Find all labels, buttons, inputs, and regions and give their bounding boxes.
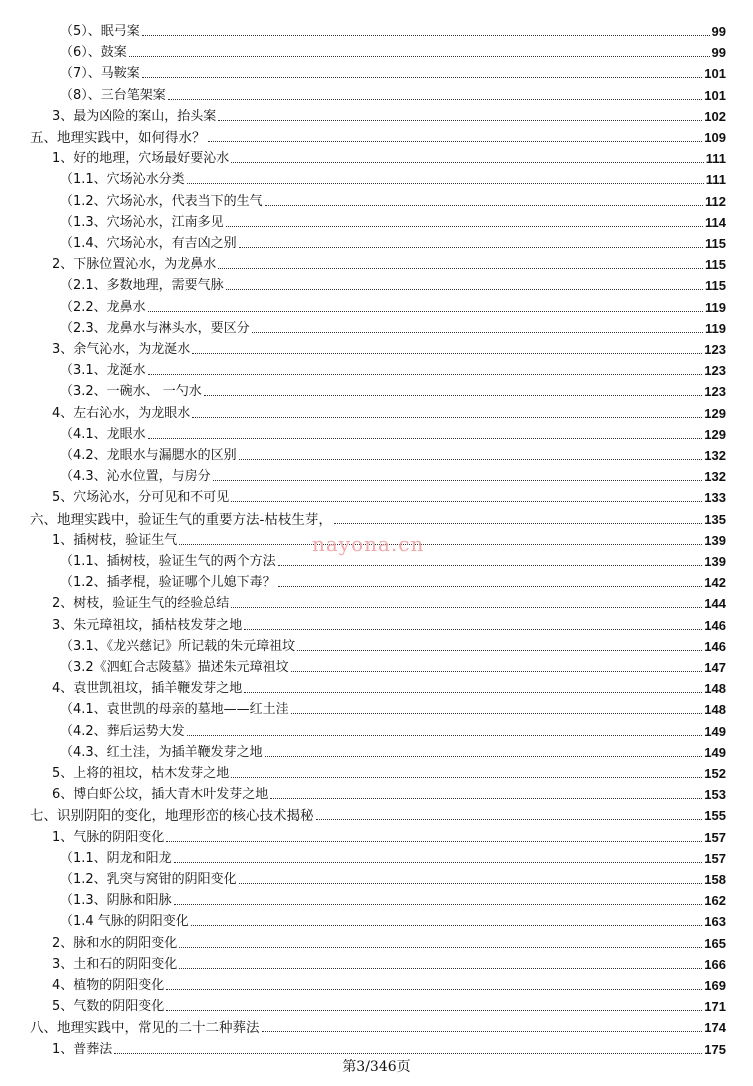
dot-leader xyxy=(291,713,703,714)
toc-page-number: 153 xyxy=(704,787,726,802)
toc-entry-title: 八、地理实践中，常见的二十二种葬法 xyxy=(30,1020,260,1036)
toc-page-number: 169 xyxy=(704,978,726,993)
toc-entry-title: （4.2、葬后运势大发 xyxy=(60,724,185,739)
toc-entry-title: 5、上将的祖坟，枯木发芽之地 xyxy=(52,766,230,781)
toc-page-number: 148 xyxy=(704,702,726,717)
toc-entry[interactable] xyxy=(60,698,726,718)
dot-leader xyxy=(148,374,703,375)
dot-leader xyxy=(265,205,703,206)
toc-entry[interactable] xyxy=(60,274,726,294)
dot-leader xyxy=(262,1031,703,1032)
toc-entry-title: 5、穴场沁水，分可见和不可见 xyxy=(52,490,230,505)
toc-page-number: 99 xyxy=(711,24,726,39)
toc-page-number: 119 xyxy=(705,300,726,315)
toc-entry[interactable] xyxy=(60,720,726,740)
toc-entry[interactable] xyxy=(60,741,726,761)
toc-entry-title: 6、博白虾公坟，插大青木叶发芽之地 xyxy=(52,787,269,802)
toc-page-number: 99 xyxy=(711,45,726,60)
toc-entry[interactable] xyxy=(60,656,726,676)
toc-entry-title: （1.2、穴场沁水，代表当下的生气 xyxy=(60,194,263,209)
toc-page-number: 101 xyxy=(704,88,726,103)
toc-entry-title: （3.2、一碗水、 一勺水 xyxy=(60,384,202,399)
toc-entry-title: （1.1、阴龙和阳龙 xyxy=(60,851,172,866)
toc-entry-title: （8）、三台笔架案 xyxy=(60,88,166,103)
dot-leader xyxy=(239,247,703,248)
toc-page-number: 171 xyxy=(704,999,726,1014)
dot-leader xyxy=(187,735,703,736)
toc-entry[interactable] xyxy=(60,62,726,82)
toc-entry[interactable] xyxy=(60,444,726,464)
toc-page-number: 149 xyxy=(704,745,726,760)
toc-entry-title: 4、左右沁水，为龙眼水 xyxy=(52,406,191,421)
toc-entry[interactable] xyxy=(60,635,726,655)
toc-page-number: 146 xyxy=(704,639,726,654)
toc-entry[interactable] xyxy=(60,317,726,337)
toc-page-number: 115 xyxy=(705,257,726,272)
toc-entry-title: （5）、眠弓案 xyxy=(60,24,140,39)
toc-entry-title: 五、地理实践中，如何得水？ xyxy=(30,130,206,146)
toc-page-number: 152 xyxy=(704,766,726,781)
dot-leader xyxy=(231,607,702,608)
dot-leader xyxy=(239,459,703,460)
toc-entry[interactable] xyxy=(52,995,726,1015)
toc-entry-title: （1.4、穴场沁水，有吉凶之别 xyxy=(60,236,237,251)
dot-leader xyxy=(174,862,703,863)
toc-entry-title: （3.1、《龙兴慈记》所记载的朱元璋祖坟 xyxy=(60,639,296,654)
toc-page-number: 175 xyxy=(704,1042,726,1057)
dot-leader xyxy=(192,353,702,354)
toc-page-number: 165 xyxy=(704,936,726,951)
toc-entry[interactable] xyxy=(52,677,726,697)
dot-leader xyxy=(166,841,702,842)
dot-leader xyxy=(297,650,702,651)
page-footer: 第3/346页 xyxy=(342,1059,411,1075)
toc-entry-title: （3.1、龙涎水 xyxy=(60,363,146,378)
dot-leader xyxy=(291,671,703,672)
dot-leader xyxy=(208,141,703,142)
dot-leader xyxy=(231,162,703,163)
toc-entry[interactable] xyxy=(60,868,726,888)
dot-leader xyxy=(218,268,703,269)
dot-leader xyxy=(213,480,703,481)
toc-page-number: 166 xyxy=(704,957,726,972)
toc-entry-title: （2.1、多数地理，需要气脉 xyxy=(60,278,224,293)
toc-entry[interactable] xyxy=(60,423,726,443)
toc-entry-title: 七、识别阴阳的变化，地理形峦的核心技术揭秘 xyxy=(30,808,314,824)
toc-page-number: 144 xyxy=(704,596,726,611)
toc-entry-title: （4.1、龙眼水 xyxy=(60,427,146,442)
toc-page-number: 119 xyxy=(705,321,726,336)
toc-page-number: 157 xyxy=(704,830,726,845)
toc-entry[interactable] xyxy=(30,126,726,146)
dot-leader xyxy=(239,883,703,884)
toc-page-number: 112 xyxy=(705,194,726,209)
toc-entry-title: （2.3、龙鼻水与淋头水，要区分 xyxy=(60,321,250,336)
dot-leader xyxy=(226,226,703,227)
toc-entry[interactable] xyxy=(52,253,726,273)
dot-leader xyxy=(166,1010,702,1011)
toc-page-number: 129 xyxy=(704,406,726,421)
toc-entry-title: （4.3、沁水位置，与房分 xyxy=(60,469,211,484)
toc-entry-title: 2、脉和水的阴阳变化 xyxy=(52,936,178,951)
toc-entry[interactable] xyxy=(52,974,726,994)
toc-entry-title: （4.2、龙眼水与漏腮水的区别 xyxy=(60,448,237,463)
dot-leader xyxy=(278,586,703,587)
toc-page-number: 111 xyxy=(705,172,726,187)
toc-entry-title: 1、好的地理，穴场最好要沁水 xyxy=(52,151,230,166)
dot-leader xyxy=(148,311,703,312)
toc-entry[interactable] xyxy=(30,508,726,528)
toc-page-number: 142 xyxy=(704,575,726,590)
toc-page-number: 129 xyxy=(704,427,726,442)
toc-page-number: 174 xyxy=(704,1020,726,1035)
dot-leader xyxy=(204,395,702,396)
toc-entry-title: （1.4 气脉的阴阳变化 xyxy=(60,914,189,929)
toc-entry[interactable] xyxy=(52,1038,726,1058)
dot-leader xyxy=(174,904,703,905)
toc-entry[interactable] xyxy=(52,783,726,803)
toc-page-number: 139 xyxy=(704,533,726,548)
dot-leader xyxy=(142,77,703,78)
toc-entry-title: （1.1、插树枝，验证生气的两个方法 xyxy=(60,554,276,569)
toc-entry[interactable] xyxy=(52,486,726,506)
toc-page-number: 123 xyxy=(704,363,726,378)
dot-leader xyxy=(244,629,702,630)
dot-leader xyxy=(226,289,703,290)
toc-page-number: 158 xyxy=(704,872,726,887)
toc-page-number: 149 xyxy=(704,724,726,739)
dot-leader xyxy=(179,544,702,545)
toc-entry-title: （4.3、红土洼，为插羊鞭发芽之地 xyxy=(60,745,263,760)
toc-page-number: 109 xyxy=(704,130,726,145)
toc-entry-title: 3、最为凶险的案山，抬头案 xyxy=(52,109,217,124)
toc-entry[interactable] xyxy=(60,232,726,252)
toc-entry-title: （1.3、穴场沁水，江南多见 xyxy=(60,215,224,230)
toc-entry[interactable] xyxy=(52,147,726,167)
toc-entry[interactable] xyxy=(60,211,726,231)
dot-leader xyxy=(187,183,704,184)
toc-entry-title: 2、下脉位置沁水，为龙鼻水 xyxy=(52,257,217,272)
toc-page-number: 115 xyxy=(705,236,726,251)
toc-entry[interactable] xyxy=(60,380,726,400)
toc-entry[interactable] xyxy=(60,571,726,591)
dot-leader xyxy=(278,565,703,566)
dot-leader xyxy=(192,417,702,418)
toc-entry-title: 4、植物的阴阳变化 xyxy=(52,978,165,993)
toc-entry-title: （7）、马鞍案 xyxy=(60,66,140,81)
toc-page-number: 147 xyxy=(704,660,726,675)
toc-entry[interactable] xyxy=(60,168,726,188)
watermark: nayona.cn xyxy=(312,532,425,556)
toc-entry[interactable] xyxy=(60,465,726,485)
dot-leader xyxy=(191,925,702,926)
toc-entry[interactable] xyxy=(60,359,726,379)
toc-entry[interactable] xyxy=(52,105,726,125)
toc-entry-title: （4.1、袁世凯的母亲的墓地——红土洼 xyxy=(60,702,289,717)
toc-entry[interactable] xyxy=(52,614,726,634)
dot-leader xyxy=(179,968,702,969)
toc-page-number: 123 xyxy=(704,342,726,357)
toc-page-number: 101 xyxy=(704,66,726,81)
toc-entry-title: 2、树枝，验证生气的经验总结 xyxy=(52,596,230,611)
toc-page-number: 148 xyxy=(704,681,726,696)
toc-entry-title: （6）、鼓案 xyxy=(60,45,127,60)
dot-leader xyxy=(168,99,703,100)
toc-entry-title: （1.2、插孝棍，验证哪个儿媳下毒？ xyxy=(60,575,276,590)
toc-page-number: 111 xyxy=(705,151,726,166)
toc-entry-title: 3、土和石的阴阳变化 xyxy=(52,957,178,972)
dot-leader xyxy=(114,1053,702,1054)
toc-page-number: 132 xyxy=(704,469,726,484)
toc-entry[interactable] xyxy=(52,826,726,846)
toc-entry[interactable] xyxy=(52,338,726,358)
dot-leader xyxy=(148,438,703,439)
toc-entry[interactable] xyxy=(30,1016,726,1036)
dot-leader xyxy=(231,501,702,502)
toc-entry-title: （1.1、穴场沁水分类 xyxy=(60,172,185,187)
toc-page-number: 155 xyxy=(704,808,726,823)
toc-entry-title: （3.2《泗虹合志陵墓》描述朱元璋祖坟 xyxy=(60,660,289,675)
toc-page-number: 102 xyxy=(704,109,726,124)
toc-entry-title: 4、袁世凯祖坟，插羊鞭发芽之地 xyxy=(52,681,243,696)
toc-page-number: 157 xyxy=(704,851,726,866)
toc-entry[interactable] xyxy=(60,190,726,210)
toc-entry[interactable] xyxy=(60,41,726,61)
dot-leader xyxy=(166,989,702,990)
toc-page-number: 135 xyxy=(704,512,726,527)
toc-entry-title: 1、插树枝，验证生气 xyxy=(52,533,178,548)
toc-page-number: 162 xyxy=(704,893,726,908)
toc-entry[interactable] xyxy=(60,847,726,867)
dot-leader xyxy=(270,798,702,799)
toc-entry-title: （1.2、乳突与窝钳的阴阳变化 xyxy=(60,872,237,887)
dot-leader xyxy=(252,332,703,333)
dot-leader xyxy=(142,35,710,36)
toc-page-number: 139 xyxy=(704,554,726,569)
dot-leader xyxy=(179,947,702,948)
toc-page-number: 114 xyxy=(705,215,726,230)
toc-entry[interactable] xyxy=(60,910,726,930)
toc-entry[interactable] xyxy=(52,762,726,782)
toc-page-number: 115 xyxy=(705,278,726,293)
toc-entry[interactable] xyxy=(52,953,726,973)
toc-page-number: 163 xyxy=(704,914,726,929)
toc-page-number: 146 xyxy=(704,618,726,633)
toc-entry[interactable] xyxy=(60,889,726,909)
dot-leader xyxy=(244,692,702,693)
toc-entry[interactable] xyxy=(60,20,726,40)
toc-entry-title: （2.2、龙鼻水 xyxy=(60,300,146,315)
toc-entry[interactable] xyxy=(30,804,726,824)
dot-leader xyxy=(218,120,702,121)
toc-entry-title: 5、气数的阴阳变化 xyxy=(52,999,165,1014)
dot-leader xyxy=(129,56,710,57)
toc-entry-title: 3、朱元璋祖坟，插枯枝发芽之地 xyxy=(52,618,243,633)
dot-leader xyxy=(334,523,702,524)
toc-page-number: 132 xyxy=(704,448,726,463)
toc-entry[interactable] xyxy=(60,296,726,316)
toc-entry-title: 六、地理实践中，验证生气的重要方法-枯枝生芽， xyxy=(30,512,332,528)
toc-entry-title: 1、气脉的阴阳变化 xyxy=(52,830,165,845)
toc-entry-title: （1.3、阴脉和阳脉 xyxy=(60,893,172,908)
toc-page-number: 123 xyxy=(704,384,726,399)
dot-leader xyxy=(231,777,702,778)
toc-entry[interactable] xyxy=(52,932,726,952)
toc-entry-title: 3、余气沁水，为龙涎水 xyxy=(52,342,191,357)
toc-entry[interactable] xyxy=(52,592,726,612)
toc-page-number: 133 xyxy=(704,490,726,505)
toc-entry[interactable] xyxy=(60,84,726,104)
dot-leader xyxy=(316,819,703,820)
dot-leader xyxy=(265,756,703,757)
toc-entry-title: 1、普葬法 xyxy=(52,1042,113,1057)
toc-entry[interactable] xyxy=(52,402,726,422)
